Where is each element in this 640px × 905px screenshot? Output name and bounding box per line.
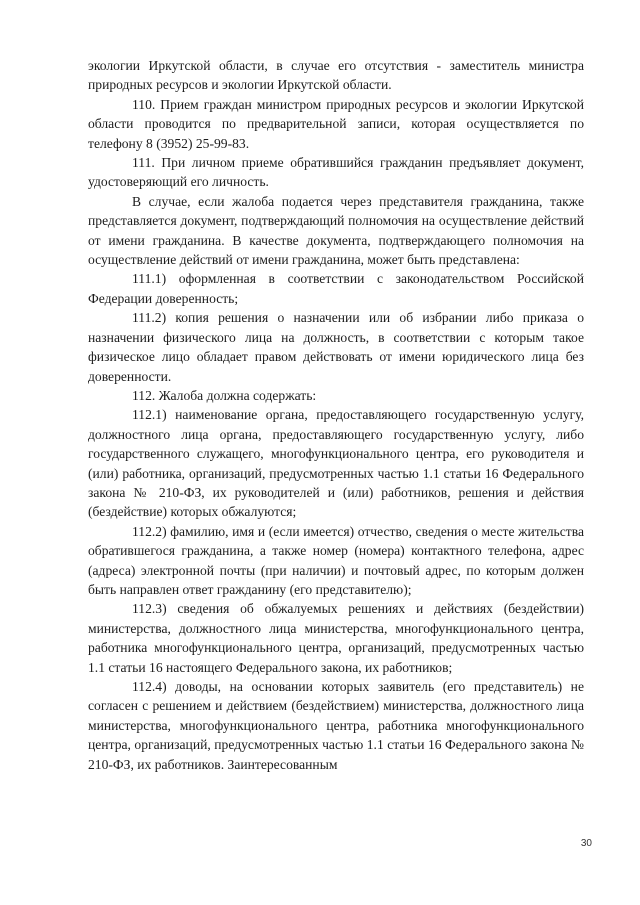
paragraph-111-2: 111.2) копия решения о назначении или об избрании либо приказа о назначении физического лица на должность, в соответствии с которым такое физическое лицо обладает правом действовать от имени юридического лица без доверенности. (88, 310, 584, 384)
paragraph-112-4: 112.4) доводы, на основании которых заявитель (его представитель) не согласен с решением и действием (бездействием) министерства, должностного лица министерства, многофункционального центра, работника многофункционального центра, организаций, предусмотренных частью 1.1 статьи 16 Федерального закона № 210-ФЗ, их работников. Заинтересованным (88, 679, 584, 772)
paragraph-112-1: 112.1) наименование органа, предоставляющего государственную услугу, должностного лица органа, предоставляющего государственную услугу, либо государственного служащего, многофункционального центра, его руководителя и (или) работника, организаций, предусмотренных частью 1.1 статьи 16 Федерального закона № 210-ФЗ, их руководителей и (или) работников, решения и действия (бездействие) которых обжалуются; (88, 407, 584, 520)
paragraph-continuation: экологии Иркутской области, в случае его отсутствия - заместитель министра природных ресурсов и экологии Иркутской области. (88, 58, 584, 93)
paragraph-111-1: 111.1) оформленная в соответствии с законодательством Российской Федерации доверенность; (88, 271, 584, 306)
document-body (88, 56, 584, 774)
paragraph-111: 111. При личном приеме обратившийся гражданин предъявляет документ, удостоверяющий его личность. (88, 155, 584, 190)
paragraph-112-3: 112.3) сведения об обжалуемых решениях и действиях (бездействии) министерства, должностного лица министерства, многофункционального центра, работника многофункционального центра, организаций, предусмотренных частью 1.1 статьи 16 настоящего Федерального закона, их работников; (88, 601, 584, 675)
page-number: 30 (580, 838, 592, 849)
paragraph-112-2: 112.2) фамилию, имя и (если имеется) отчество, сведения о месте жительства обратившегося гражданина, а также номер (номера) контактного телефона, адрес (адреса) электронной почты (при наличии) и почтовый адрес, по которым должен быть направлен ответ гражданину (его представителю); (88, 523, 584, 597)
paragraph-representative: В случае, если жалоба подается через представителя гражданина, также представляется документ, подтверждающий полномочия на осуществление действий от имени гражданина. В качестве документа, подтверждающего полномочия на осуществление действий от имени гражданина, может быть представлена: (88, 193, 584, 268)
paragraph-110: 110. Прием граждан министром природных ресурсов и экологии Иркутской области проводится по предварительной записи, которая осуществляется по телефону 8 (3952) 25-99-83. (88, 96, 584, 151)
paragraph-112: 112. Жалоба должна содержать: (132, 387, 317, 403)
